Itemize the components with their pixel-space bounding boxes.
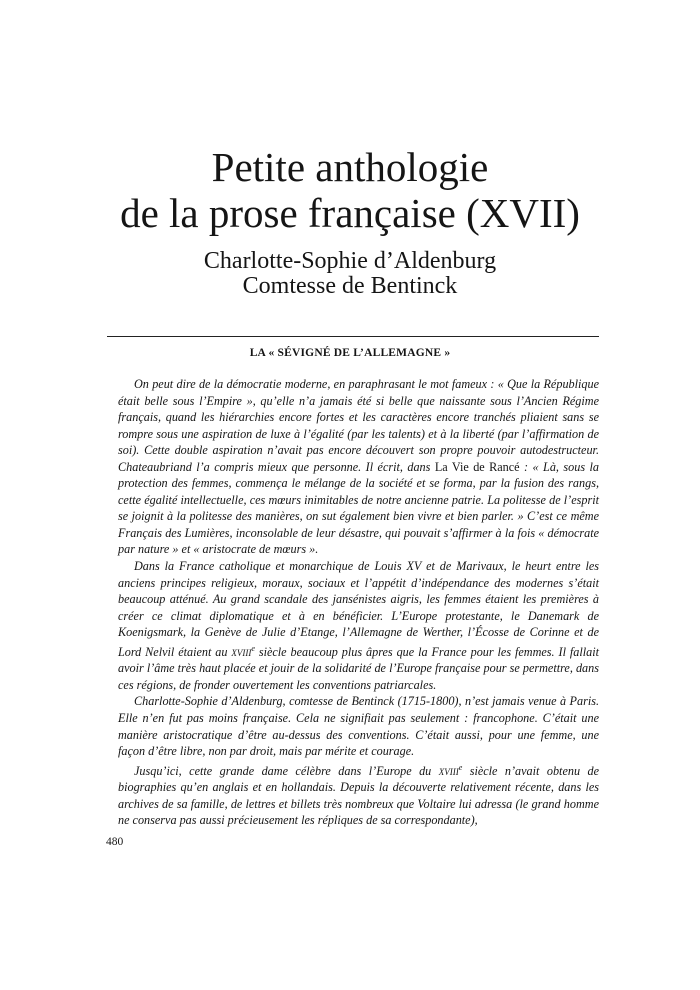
paragraph-4: Jusqu’ici, cette grande dame célèbre dans l’Europe du xviii$^e$ siècle n’avait obtenu de biographies qu’en anglais et en hollandais. Depuis la découverte relativement récente, dans les archives de sa famille, de lettres et billets très nombreux que Voltaire lui adressa (le grand homme ne conserva pas aussi précieusement les répliques de sa correspondante), — [118, 762, 599, 828]
page-number: 480 — [106, 836, 124, 848]
subtitle-line-2: Comtesse de Bentinck — [242, 273, 458, 299]
article-body — [118, 376, 599, 829]
section-title: LA « SÉVIGNÉ DE L’ALLEMAGNE » — [249, 347, 451, 359]
horizontal-rule — [107, 336, 599, 337]
paragraph-1: On peut dire de la démocratie moderne, en paraphrasant le mot fameux : « Que la République était belle sous l’Empire », qu’elle n’a jamais été si belle que naissante sous l’Ancien Régime français, quand les hiérarchies encore fortes et les caractères encore tranchés pliaient sans se rompre sous une aspiration de luxe à l’égalité (par les talents) et à la liberté (par l’affirmation de soi). Cette double aspiration n’avait pas encore découvert son propre pouvoir autodestructeur. Chateaubriand l’a compris mieux que personne. Il écrit, dans La Vie de Rancé : « Là, sous la protection des femmes, commença le mélange de la société et se forma, par la fusion des rangs, cette égalité intellectuelle, ces mœurs inimitables de notre ancienne patrie. La politesse de l’esprit se joignit à la politesse des manières, on sut également bien vivre et bien parler. » C’est ce même Français des Lumières, inconsolable de leur désastre, qui pouvait s’affirmer à la fois « démocrate par nature » et « aristocrate de mœurs ». — [118, 377, 600, 557]
paragraph-3: Charlotte-Sophie d’Aldenburg, comtesse de Bentinck (1715-1800), n’est jamais venue à Paris. Elle n’en fut pas moins française. Cela ne signifiait pas seulement : francophone. C’était une manière aristocratique d’être au-dessus des conventions. C’était aussi, pour une femme, une façon d’être libre, non par droit, mais par mérite et courage. — [118, 694, 599, 759]
century-label: xviii — [438, 763, 459, 778]
title-line-2: de la prose française (XVII) — [120, 190, 580, 236]
title-line-1: Petite anthologie — [211, 144, 489, 190]
century-label: xviii — [231, 644, 252, 659]
work-title: La Vie de Rancé — [434, 459, 520, 474]
paragraph-2: Dans la France catholique et monarchique de Louis XV et de Marivaux, le heurt entre les anciens principes religieux, moraux, sociaux et l’appétit d’indépendance des modernes s’était beaucoup atténué. Au grand scandale des jansénistes aigris, les femmes étaient les premières à créer ce climat diplomatique et à en bénéficier. L’Europe protestante, le Danemark de Koenigsmark, la Genève de Julie d’Etange, l’Allemagne de Werther, l’Écosse de Corinne et de Lord Nelvil étaient au xviii$^e$ siècle beaucoup plus âpres que la France pour les femmes. Il fallait avoir l’âme très haut placée et jouir de la solidarité de l’Europe française pour se permettre, dans ces régions, de fronder ouvertement les conventions patriarcales. — [118, 559, 599, 692]
subtitle-line-1: Charlotte-Sophie d’Aldenburg — [203, 248, 497, 274]
